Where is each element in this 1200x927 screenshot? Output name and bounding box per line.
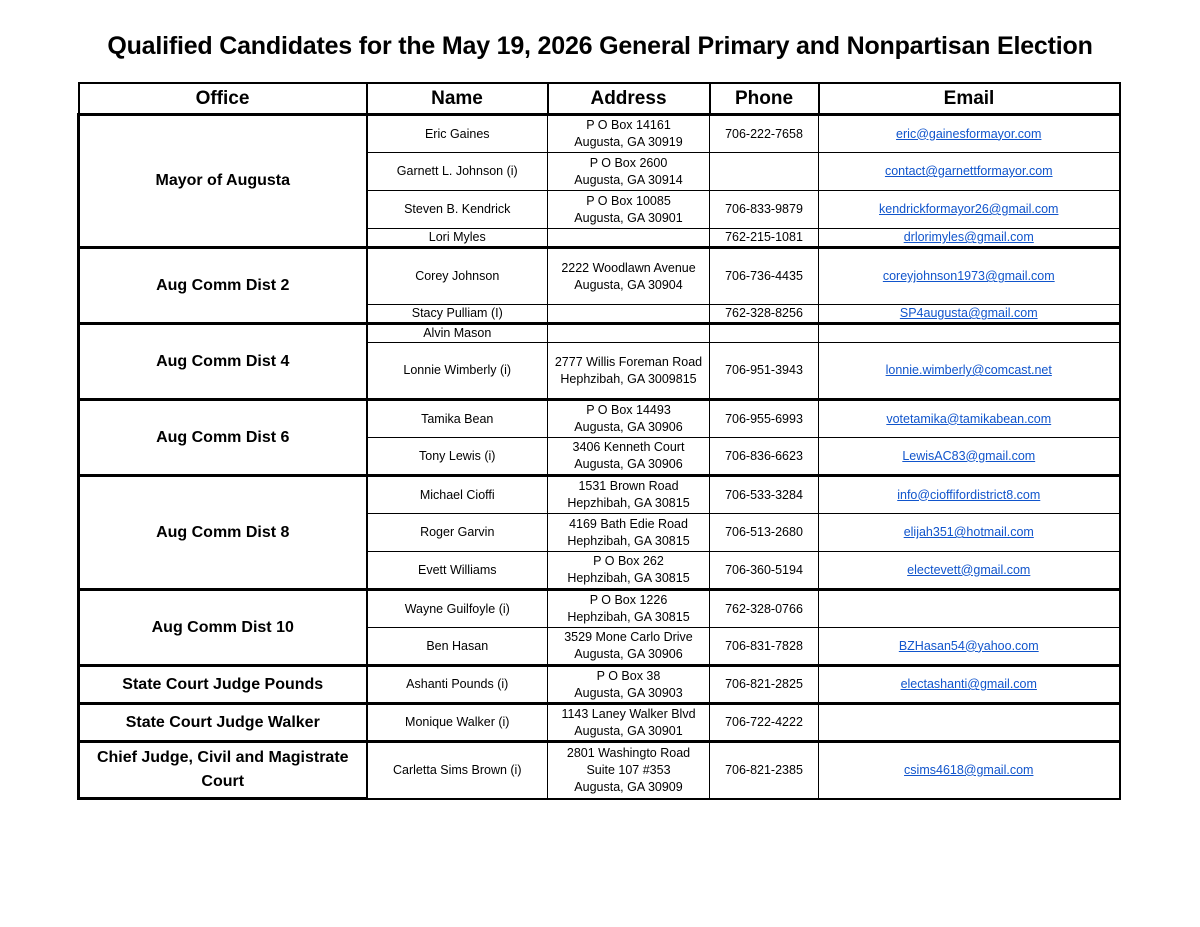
candidate-email-link[interactable]: electashanti@gmail.com	[819, 666, 1120, 704]
candidate-name: Corey Johnson	[367, 248, 548, 305]
address-line: 1143 Laney Walker Blvd	[561, 706, 696, 721]
table-row	[79, 476, 1120, 514]
candidate-email-link[interactable]: electevett@gmail.com	[819, 552, 1120, 590]
header-office: Office	[79, 83, 367, 115]
candidate-email-link	[819, 590, 1120, 628]
candidate-name: Steven B. Kendrick	[367, 191, 548, 229]
candidate-phone: 706-222-7658	[710, 115, 819, 153]
candidate-address	[548, 590, 710, 628]
candidate-name: Ben Hasan	[367, 628, 548, 666]
candidate-name: Garnett L. Johnson (i)	[367, 153, 548, 191]
address-line: Hephzibah, GA 30815	[567, 533, 690, 548]
address-line: Augusta, GA 30906	[574, 647, 683, 661]
candidate-email-link	[819, 324, 1120, 343]
candidate-address	[548, 400, 710, 438]
candidate-address	[548, 438, 710, 476]
candidate-email-link[interactable]: BZHasan54@yahoo.com	[819, 628, 1120, 666]
table-row	[79, 115, 1120, 153]
candidate-phone: 706-533-3284	[710, 476, 819, 514]
candidate-name: Tony Lewis (i)	[367, 438, 548, 476]
candidate-name: Tamika Bean	[367, 400, 548, 438]
candidate-name: Wayne Guilfoyle (i)	[367, 590, 548, 628]
candidate-email-link[interactable]: elijah351@hotmail.com	[819, 514, 1120, 552]
candidate-name: Michael Cioffi	[367, 476, 548, 514]
candidate-name: Roger Garvin	[367, 514, 548, 552]
candidate-address	[548, 248, 710, 305]
table-row	[79, 704, 1120, 742]
header-name: Name	[367, 83, 548, 115]
candidate-address	[548, 552, 710, 590]
address-line: Augusta, GA 30919	[574, 135, 683, 149]
table-header-row	[79, 83, 1120, 115]
candidate-email-link[interactable]: coreyjohnson1973@gmail.com	[819, 248, 1120, 305]
address-line: Augusta, GA 30901	[574, 723, 683, 738]
candidate-address	[548, 476, 710, 514]
candidates-table	[77, 82, 1121, 800]
candidate-address	[548, 229, 710, 248]
address-line: Hephzibah, GA 30815	[567, 571, 690, 585]
candidate-phone: 706-360-5194	[710, 552, 819, 590]
address-line: Augusta, GA 30906	[574, 420, 683, 434]
candidate-address	[548, 305, 710, 324]
address-line: P O Box 1226	[589, 593, 668, 607]
candidate-name: Monique Walker (i)	[367, 704, 548, 742]
candidate-name: Eric Gaines	[367, 115, 548, 153]
address-line: P O Box 10085	[586, 193, 671, 208]
office-cell: Mayor of Augusta	[79, 115, 367, 248]
candidate-phone: 706-833-9879	[710, 191, 819, 229]
office-cell: State Court Judge Pounds	[79, 666, 367, 704]
office-cell: State Court Judge Walker	[79, 704, 367, 742]
address-line: P O Box 14161	[586, 118, 671, 132]
header-address: Address	[548, 83, 710, 115]
address-line: 2222 Woodlawn Avenue	[561, 260, 696, 275]
address-line: P O Box 2600	[589, 155, 668, 170]
table-row	[79, 666, 1120, 704]
candidate-phone	[710, 153, 819, 191]
candidate-name: Stacy Pulliam (I)	[367, 305, 548, 324]
candidate-phone: 706-821-2825	[710, 666, 819, 704]
candidate-address	[548, 742, 710, 799]
candidate-phone: 706-513-2680	[710, 514, 819, 552]
address-line: P O Box 14493	[586, 403, 671, 417]
office-cell: Aug Comm Dist 6	[79, 400, 367, 476]
office-cell: Aug Comm Dist 8	[79, 476, 367, 590]
candidate-address	[548, 191, 710, 229]
candidate-name: Evett Williams	[367, 552, 548, 590]
address-line: Hepzhibah, GA 30815	[567, 496, 690, 510]
candidate-email-link[interactable]: kendrickformayor26@gmail.com	[819, 191, 1120, 229]
candidate-phone: 762-328-0766	[710, 590, 819, 628]
candidate-email-link[interactable]: LewisAC83@gmail.com	[819, 438, 1120, 476]
candidate-phone: 706-951-3943	[710, 343, 819, 400]
candidate-phone: 762-215-1081	[710, 229, 819, 248]
address-line: Hephzibah, GA 30815	[567, 610, 690, 624]
candidate-phone: 706-722-4222	[710, 704, 819, 742]
address-line: 1531 Brown Road	[578, 479, 679, 493]
office-cell: Aug Comm Dist 4	[79, 324, 367, 400]
address-line: Augusta, GA 30903	[574, 685, 683, 700]
table-row	[79, 324, 1120, 343]
candidate-address	[548, 153, 710, 191]
address-line: Augusta, GA 30901	[574, 210, 683, 225]
candidate-phone: 706-736-4435	[710, 248, 819, 305]
office-cell: Aug Comm Dist 10	[79, 590, 367, 666]
table-body	[79, 115, 1120, 799]
address-line: Augusta, GA 30909	[574, 779, 683, 794]
address-line: 4169 Bath Edie Road	[569, 516, 688, 531]
candidate-email-link[interactable]: contact@garnettformayor.com	[819, 153, 1120, 191]
candidate-email-link[interactable]: lonnie.wimberly@comcast.net	[819, 343, 1120, 400]
office-cell: Aug Comm Dist 2	[79, 248, 367, 324]
candidate-phone: 706-821-2385	[710, 742, 819, 799]
header-email: Email	[819, 83, 1120, 115]
candidate-phone: 706-836-6623	[710, 438, 819, 476]
address-line: 2777 Willis Foreman Road	[554, 354, 703, 369]
candidate-phone: 762-328-8256	[710, 305, 819, 324]
candidate-phone	[710, 324, 819, 343]
candidate-email-link[interactable]: info@cioffifordistrict8.com	[819, 476, 1120, 514]
candidate-address	[548, 115, 710, 153]
address-line: 2801 Washingto Road	[566, 745, 691, 760]
candidate-name: Ashanti Pounds (i)	[367, 666, 548, 704]
candidate-email-link[interactable]: votetamika@tamikabean.com	[819, 400, 1120, 438]
address-line: 3406 Kenneth Court	[572, 440, 685, 454]
candidate-phone: 706-831-7828	[710, 628, 819, 666]
candidate-address	[548, 704, 710, 742]
candidate-email-link[interactable]: SP4augusta@gmail.com	[819, 305, 1120, 324]
candidate-phone: 706-955-6993	[710, 400, 819, 438]
candidate-address	[548, 666, 710, 704]
table-row	[79, 590, 1120, 628]
candidate-address	[548, 343, 710, 400]
candidate-email-link	[819, 704, 1120, 742]
page-title: Qualified Candidates for the May 19, 2026 General Primary and Nonpartisan Election	[107, 32, 1093, 60]
candidate-name: Lonnie Wimberly (i)	[367, 343, 548, 400]
candidate-email-link[interactable]: csims4618@gmail.com	[819, 742, 1120, 799]
candidate-address	[548, 628, 710, 666]
address-line: P O Box 262	[593, 554, 664, 568]
address-line: Hephzibah, GA 3009815	[560, 371, 697, 386]
candidate-address	[548, 324, 710, 343]
table-row	[79, 400, 1120, 438]
address-line: Augusta, GA 30904	[574, 277, 683, 292]
office-cell: Chief Judge, Civil and Magistrate Court	[79, 742, 367, 799]
candidate-address	[548, 514, 710, 552]
address-line: 3529 Mone Carlo Drive	[564, 630, 693, 644]
candidate-email-link[interactable]: drlorimyles@gmail.com	[819, 229, 1120, 248]
header-phone: Phone	[710, 83, 819, 115]
address-line: Augusta, GA 30906	[574, 457, 683, 471]
table-row	[79, 248, 1120, 305]
candidate-name: Alvin Mason	[367, 324, 548, 343]
candidate-name: Lori Myles	[367, 229, 548, 248]
candidate-email-link[interactable]: eric@gainesformayor.com	[819, 115, 1120, 153]
candidate-name: Carletta Sims Brown (i)	[367, 742, 548, 799]
table-row	[79, 742, 1120, 799]
address-line: Suite 107 #353	[586, 762, 671, 777]
address-line: Augusta, GA 30914	[574, 172, 683, 187]
address-line: P O Box 38	[596, 668, 661, 683]
